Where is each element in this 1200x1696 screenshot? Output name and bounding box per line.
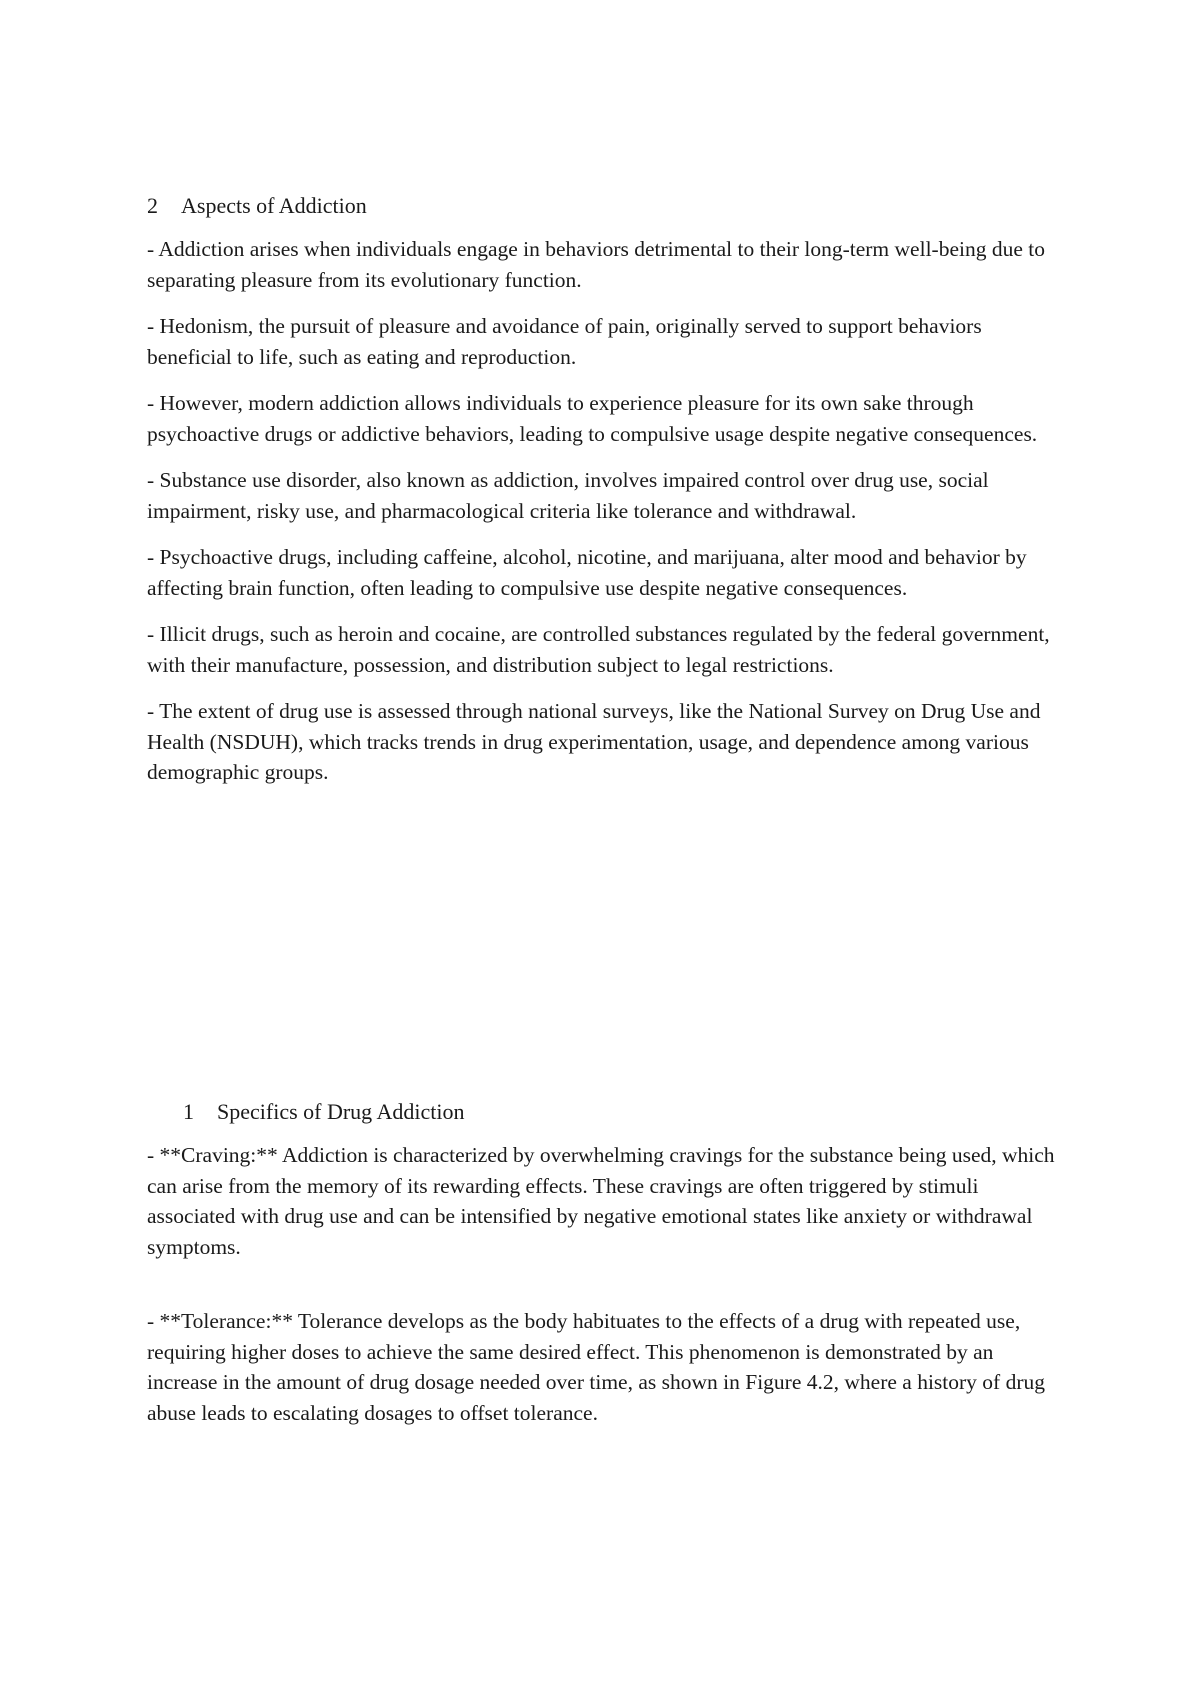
- paragraph: - However, modern addiction allows individuals to experience pleasure for its own sake through psychoactive drugs or addictive behaviors, leading to compulsive usage despite negative consequences.: [147, 391, 1038, 446]
- paragraph: - Substance use disorder, also known as addiction, involves impaired control over drug use, social impairment, risky use, and pharmacological criteria like tolerance and withdrawal.: [147, 468, 989, 523]
- section-title: Aspects of Addiction: [181, 193, 367, 218]
- section-heading: [147, 1096, 1062, 1128]
- section-specifics-of-drug-addiction: [147, 1096, 1062, 1444]
- section-aspects-of-addiction: [147, 190, 1062, 804]
- paragraph: - Addiction arises when individuals engage in behaviors detrimental to their long-term well-being due to separating pleasure from its evolutionary function.: [147, 237, 1045, 292]
- paragraph: - Hedonism, the pursuit of pleasure and avoidance of pain, originally served to support behaviors beneficial to life, such as eating and reproduction.: [147, 314, 982, 369]
- paragraph: - The extent of drug use is assessed through national surveys, like the National Survey on Drug Use and Health (NSDUH), which tracks trends in drug experimentation, usage, and dependence among various demographic groups.: [147, 699, 1041, 784]
- paragraph-craving: - **Craving:** Addiction is characterized by overwhelming cravings for the substance being used, which can arise from the memory of its rewarding effects. These cravings are often triggered by stimuli associated with drug use and can be intensified by negative emotional states like anxiety or withdrawal symptoms.: [147, 1143, 1055, 1259]
- section-heading: [147, 190, 1062, 222]
- paragraph: - Illicit drugs, such as heroin and cocaine, are controlled substances regulated by the federal government, with their manufacture, possession, and distribution subject to legal restrictions.: [147, 622, 1050, 677]
- section-number: 1: [183, 1099, 194, 1124]
- section-number: 2: [147, 193, 158, 218]
- section-title: Specifics of Drug Addiction: [217, 1099, 465, 1124]
- paragraph: - Psychoactive drugs, including caffeine, alcohol, nicotine, and marijuana, alter mood and behavior by affecting brain function, often leading to compulsive use despite negative consequences.: [147, 545, 1027, 600]
- paragraph-tolerance: - **Tolerance:** Tolerance develops as the body habituates to the effects of a drug with repeated use, requiring higher doses to achieve the same desired effect. This phenomenon is demonstrated by an increase in the amount of drug dosage needed over time, as shown in Figure 4.2, where a history of drug abuse leads to escalating dosages to offset tolerance.: [147, 1309, 1045, 1425]
